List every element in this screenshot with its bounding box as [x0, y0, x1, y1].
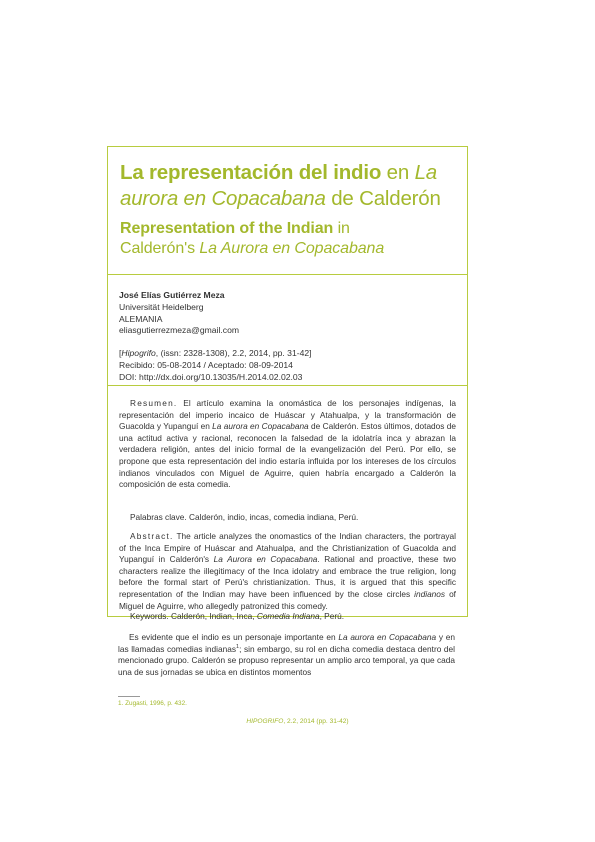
- resumen-paragraph: [119, 398, 456, 491]
- abstract-text-2: . Rational and proactive, these two characters realize the illegitimacy of the Inca idolatry and embrace the true religion, long before the formal start of Perú's christianization. Thus, it is argued that this specific representation of the Indian may have been influenced by the close circles: [119, 554, 457, 599]
- title-spanish-italic: La aurora en Copacabana: [120, 161, 437, 210]
- body-paragraph: [118, 632, 455, 678]
- keywords-italic: Comedia Indiana: [256, 611, 320, 621]
- abstract-text-1: The article analyzes the onomastics of the Indian characters, the portrayal of the Inca Empire of Huáscar and Atahualpa, and the Christianization of Guacolda and Yupanguí in Calderón's: [119, 531, 456, 565]
- citation: [119, 348, 312, 360]
- abstract-text-3: of Miguel de Aguirre, who allegedly patronized this comedy.: [119, 588, 456, 611]
- keywords-text-2: , Perú.: [319, 611, 345, 621]
- title-spanish-main: La representación del indio: [120, 161, 382, 184]
- author-block: [119, 290, 239, 337]
- resumen-text-1: El artículo examina la onomástica de los personajes indígenas, la representación del imperio incaico de Huáscar y Atahualpa, y la transformación de Guacolda y Yupanguí en: [119, 398, 456, 432]
- footnote-ref[interactable]: 1: [236, 643, 240, 650]
- title-spanish-de: de Calderón: [325, 187, 441, 210]
- footer-journal: HIPOGRIFO: [246, 718, 284, 725]
- resumen-italic: La aurora en Copacabana: [212, 421, 309, 432]
- footnote-rule: [118, 696, 140, 697]
- footnote: 1. Zugasti, 1996, p. 432.: [118, 700, 187, 707]
- keywords-text-1: Calderón, Indian, Inca,: [168, 611, 257, 621]
- doi-link[interactable]: DOI: http://dx.doi.org/10.13035/H.2014.02.02.03: [119, 371, 303, 382]
- abstract-box: [107, 385, 468, 621]
- metadata-box: [107, 273, 468, 386]
- page-footer: [0, 718, 595, 725]
- footer-details: , 2.2, 2014 (pp. 31-42): [283, 718, 349, 725]
- title-english-main: Representation of the Indian: [120, 220, 334, 237]
- abstract-italic-2: indianos: [414, 588, 446, 599]
- received-accepted-dates: Recibido: 05-08-2014 / Aceptado: 08-09-2014: [119, 359, 293, 370]
- body-text-1: Es evidente que el indio es un personaje importante en: [129, 632, 339, 642]
- title-spanish: [120, 160, 460, 212]
- title-box: [107, 146, 468, 275]
- author-country: ALEMANIA: [119, 313, 163, 324]
- publication-block: [119, 348, 312, 383]
- resumen-label: Resumen.: [130, 398, 178, 408]
- body-italic: La aurora en Copacabana: [338, 632, 437, 642]
- author-affiliation: Universität Heidelberg: [119, 301, 204, 312]
- keywords: [119, 611, 456, 623]
- title-spanish-en: en: [381, 161, 415, 184]
- title-english-in: in: [333, 220, 350, 237]
- citation-details: , (issn: 2328-1308), 2.2, 2014, pp. 31-42]: [155, 348, 312, 358]
- abstract-paragraph: [119, 531, 456, 612]
- title-english-line2: Calderón's: [120, 240, 200, 257]
- palabras-label: Palabras clave.: [130, 512, 187, 522]
- title-english-italic: La Aurora en Copacabana: [199, 240, 385, 257]
- abstract-label: Abstract.: [130, 531, 174, 541]
- title-english: [120, 219, 460, 259]
- palabras-text: Calderón, indio, incas, comedia indiana, Perú.: [186, 512, 359, 522]
- keywords-label: Keywords.: [130, 611, 169, 621]
- journal-name: Hipogrifo: [121, 348, 156, 358]
- author-name: José Elías Gutiérrez Meza: [119, 290, 225, 300]
- resumen-text-2: de Calderón. Estos últimos, dotados de una actitud activa y racional, reconocen la falsedad de la idolatría inca y abrazan la verdadera religión, antes del inicio formal de la evangelización del Perú. Por ello, se propone que esta representación del indio estaría influida por los intereses de los círculos indianos vinculados con Miguel de Aguirre, quien habría encargado a Calderón la composición de esta comedia.: [119, 421, 456, 490]
- palabras-clave: [119, 512, 456, 524]
- abstract-italic: La Aurora en Copacabana: [213, 554, 318, 565]
- author-email[interactable]: eliasgutierrezmeza@gmail.com: [119, 325, 240, 336]
- body-text-2: y en las llamadas comedias indianas: [118, 632, 456, 654]
- body-text-3: ; sin embargo, su rol en dicha comedia destaca dentro del mencionado grupo. Calderón se propuso representar un amplio arco temporal, ya que cada una de sus jornadas se ubica en distintos momentos: [118, 643, 455, 677]
- citation-open: [: [119, 348, 122, 358]
